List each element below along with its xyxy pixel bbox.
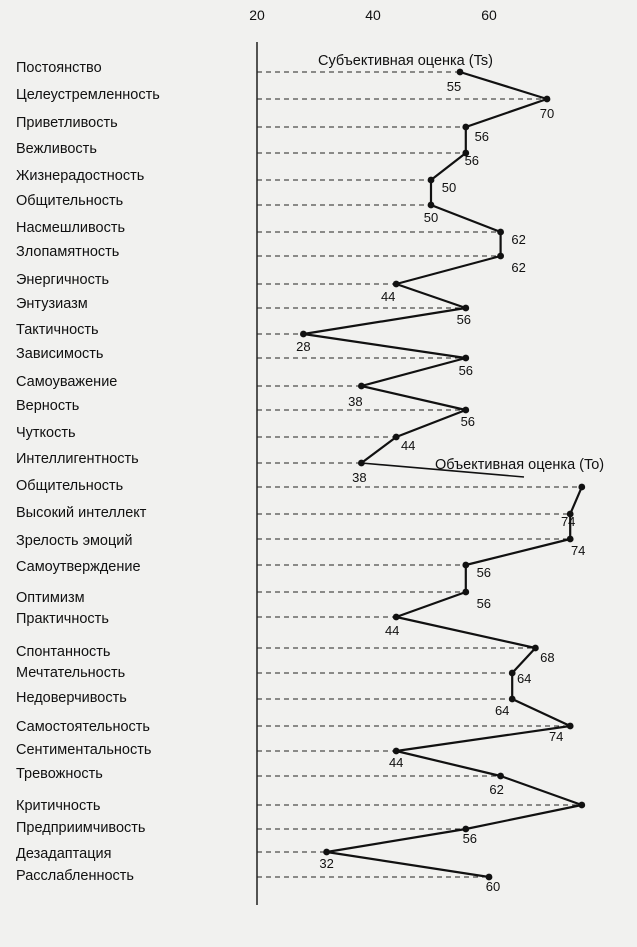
value-label: 60 [485,879,501,894]
value-label: 38 [352,470,367,485]
value-label: 70 [539,106,555,121]
x-tick-label: 60 [481,7,497,23]
data-point [497,229,504,236]
trait-label: Расслабленность [16,868,134,884]
trait-label: Тактичность [16,322,99,338]
data-point [323,849,330,856]
trait-label: Высокий интеллект [16,505,147,521]
value-label: 62 [511,232,526,247]
value-label: 44 [384,623,400,638]
value-label: 64 [516,671,532,686]
data-point [462,589,469,596]
data-point [509,670,516,677]
data-point [462,305,469,312]
data-point [393,281,400,288]
data-point [578,484,585,491]
trait-label: Недоверчивость [16,690,127,706]
data-point [462,562,469,569]
trait-label: Самостоятельность [16,719,150,735]
trait-label: Злопамятность [16,244,120,260]
trait-label: Жизнерадостность [16,168,145,184]
value-label: 38 [348,394,363,409]
value-label: 64 [494,703,510,718]
data-point [497,773,504,780]
data-point [497,253,504,260]
value-label: 68 [540,650,555,665]
data-point [462,355,469,362]
trait-label: Самоуважение [16,374,118,390]
data-point [544,96,551,103]
trait-label: Оптимизм [16,590,85,606]
value-label: 55 [446,79,462,94]
data-point [393,748,400,755]
trait-label: Общительность [16,193,124,209]
value-label: 56 [464,153,480,168]
value-label: 62 [511,260,526,275]
x-tick-label: 40 [365,7,381,23]
data-point [462,407,469,414]
trait-label: Сентиментальность [16,742,152,758]
data-point [428,202,435,209]
trait-label: Целеустремленность [16,87,160,103]
data-point [462,124,469,131]
trait-label: Спонтанность [16,644,111,660]
trait-label: Зрелость эмоций [16,533,133,549]
value-label: 44 [400,438,416,453]
trait-label: Энергичность [16,272,110,288]
value-label: 74 [570,543,586,558]
trait-label: Чуткость [16,425,76,441]
trait-label: Вежливость [16,141,97,157]
trait-label: Интеллигентность [16,451,139,467]
trait-label: Дезадаптация [16,846,112,862]
value-label: 44 [380,289,396,304]
value-label: 74 [548,729,564,744]
value-label: 50 [423,210,439,225]
value-label: 56 [474,129,490,144]
series-title-subjective: Субъективная оценка (Ts) [318,53,493,69]
data-point [393,614,400,621]
value-label: 44 [388,755,404,770]
data-point [457,69,464,76]
value-label: 32 [319,856,334,871]
data-point [358,383,365,390]
value-label: 56 [456,312,472,327]
data-point [567,723,574,730]
value-label: 56 [460,414,476,429]
value-label: 74 [560,514,576,529]
data-point [300,331,307,338]
data-point [578,802,585,809]
data-point [532,645,539,652]
trait-label: Постоянство [16,60,102,76]
value-label: 28 [296,339,311,354]
trait-label: Приветливость [16,115,118,131]
value-label: 56 [462,831,478,846]
trait-label: Зависимость [16,346,104,362]
trait-label: Критичность [16,798,101,814]
trait-label: Предприимчивость [16,820,146,836]
data-point [393,434,400,441]
trait-label: Насмешливость [16,220,126,236]
trait-label: Общительность [16,478,124,494]
series-title-objective: Объективная оценка (To) [435,457,605,473]
trait-label: Мечтательность [16,665,126,681]
trait-label: Энтузиазм [16,296,88,312]
value-label: 62 [489,782,504,797]
trait-label: Тревожность [16,766,103,782]
data-point [428,177,435,184]
value-label: 50 [441,180,457,195]
data-point [567,536,574,543]
trait-label: Самоутверждение [16,559,141,575]
data-point [509,696,516,703]
value-label: 56 [458,363,474,378]
value-label: 56 [476,565,492,580]
trait-label: Верность [16,398,80,414]
value-label: 56 [476,596,492,611]
trait-label: Практичность [16,611,109,627]
x-tick-label: 20 [249,7,265,23]
profile-line [327,487,582,877]
